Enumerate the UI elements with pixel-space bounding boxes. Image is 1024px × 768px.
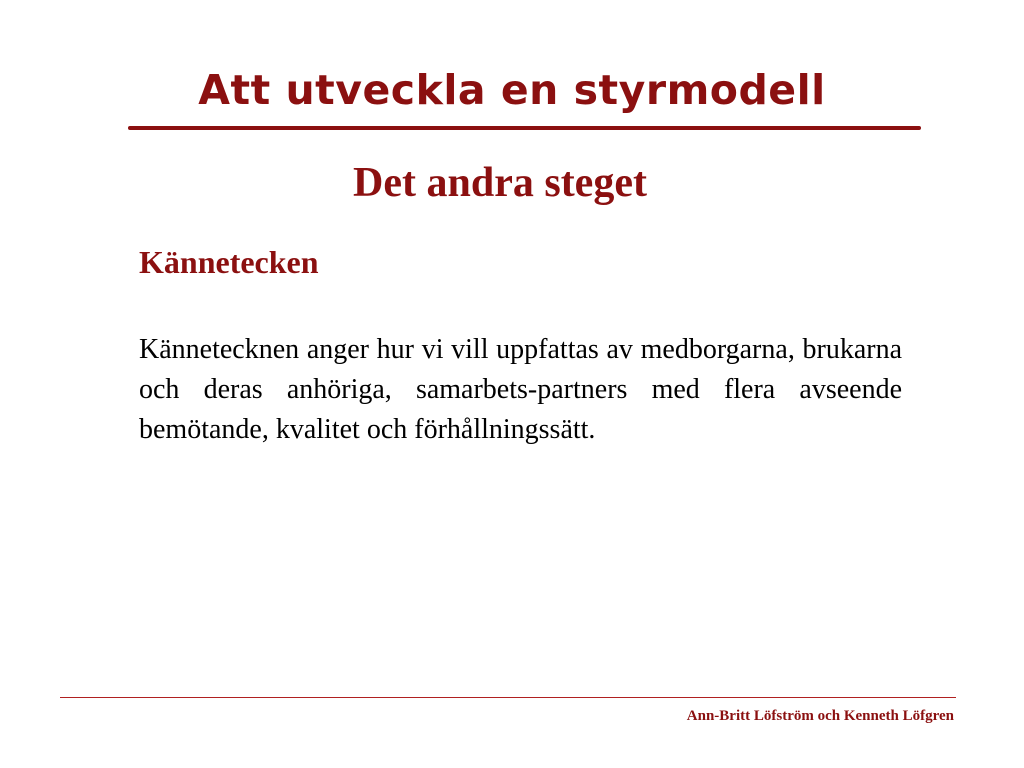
- slide-title: Att utveckla en styrmodell: [198, 66, 826, 114]
- title-underline: [128, 126, 921, 130]
- footer-authors: Ann-Britt Löfström och Kenneth Löfgren: [686, 708, 954, 724]
- slide-subtitle: Det andra steget: [353, 160, 647, 206]
- footer-divider: [60, 697, 956, 698]
- section-heading: Kännetecken: [139, 244, 319, 280]
- body-paragraph: Kännetecknen anger hur vi vill uppfattas av medborgarna, brukarna och deras anhöriga, samarbets-partners med flera avseende bemötande, kvalitet och förhållningssätt.: [139, 334, 902, 445]
